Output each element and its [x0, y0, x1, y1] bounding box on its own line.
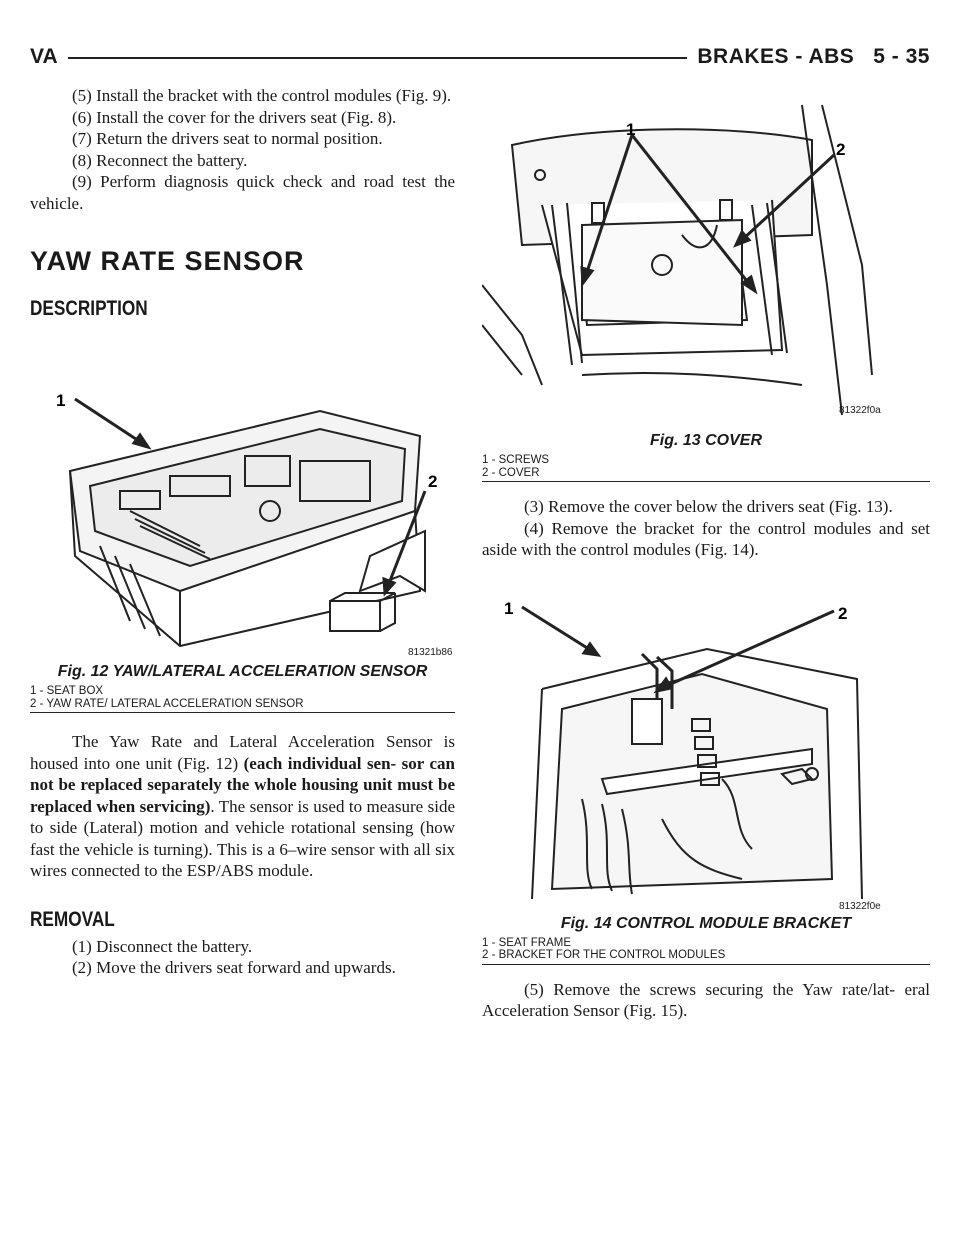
figure-12 — [30, 361, 455, 661]
figure-13-caption: Fig. 13 COVER — [649, 432, 763, 449]
legend-item: 1 - SEAT BOX — [30, 685, 104, 697]
callout-1: 1 — [626, 120, 636, 139]
step-4-remove-bracket: (4) Remove the bracket for the control modules and set aside with the control modules (Fig. 14). — [482, 518, 930, 559]
right-column — [482, 85, 930, 1022]
removal-heading: REMOVAL — [30, 907, 115, 931]
figure-14-caption: Fig. 14 CONTROL MODULE BRACKET — [560, 914, 852, 932]
callout-2: 2 — [428, 472, 438, 491]
figure-code: 81322f0e — [839, 900, 881, 912]
figure-code: 81322f0a — [839, 405, 881, 416]
callout-2: 2 — [838, 603, 848, 623]
control-module-bracket-illustration — [482, 579, 930, 901]
section-title: YAW RATE SENSOR — [30, 246, 305, 276]
step-5-install-bracket: (5) Install the bracket with the control modules (Fig. 9). — [72, 86, 452, 105]
callout-1: 1 — [504, 598, 514, 618]
description-text-1: The Yaw Rate and Lateral Acceleration Sensor is housed into one unit (Fig. 12) — [30, 732, 455, 773]
figure-12-caption: Fig. 12 YAW/LATERAL ACCELERATION SENSOR — [57, 663, 428, 680]
step-5-remove-screws: (5) Remove the screws securing the Yaw rate/lat- eral Acceleration Sensor (Fig. 15). — [482, 979, 930, 1020]
step-3-remove-cover: (3) Remove the cover below the drivers seat (Fig. 13). — [524, 497, 893, 516]
cover-illustration — [482, 85, 930, 430]
page-header — [30, 42, 930, 72]
description-paragraph — [30, 731, 455, 882]
callout-2: 2 — [836, 140, 846, 159]
figure-14-legend — [482, 937, 930, 965]
description-warning: (each individual sen- sor can not be replaced separately the whole housing unit must be replaced when servicing) — [30, 753, 455, 816]
legend-item: 1 - SCREWS — [482, 454, 550, 466]
callout-1: 1 — [56, 391, 66, 410]
legend-item: 2 - COVER — [482, 466, 540, 479]
description-heading: DESCRIPTION — [30, 297, 148, 320]
legend-item: 2 - YAW RATE/ LATERAL ACCELERATION SENSOR — [30, 697, 304, 710]
legend-item: 1 - SEAT FRAME — [482, 936, 572, 949]
description-text-2: . The sensor is used to measure side to side (Lateral) motion and vehicle rotational sensing (how fast the vehicle is turning). This is a 6–wire sensor with all six wires connected to the ESP/ABS module. — [30, 796, 455, 880]
removal-step-1: (1) Disconnect the battery. — [72, 936, 253, 956]
seat-box-illustration — [30, 361, 455, 661]
left-column — [30, 85, 455, 979]
header-model: VA — [30, 42, 68, 72]
figure-13-legend — [482, 454, 930, 482]
legend-item: 2 - BRACKET FOR THE CONTROL MODULES — [482, 949, 726, 961]
figure-14 — [482, 579, 930, 912]
step-7-return-seat: (7) Return the drivers seat to normal position. — [72, 129, 383, 148]
header-section-page: BRAKES - ABS 5 - 35 — [687, 42, 930, 72]
step-9-quick-check: (9) Perform diagnosis quick check and road test the vehicle. — [30, 172, 455, 213]
step-8-reconnect-battery: (8) Reconnect the battery. — [72, 150, 248, 170]
removal-step-2: (2) Move the drivers seat forward and upwards. — [72, 958, 396, 977]
step-6-install-cover: (6) Install the cover for the drivers seat (Fig. 8). — [72, 107, 397, 127]
figure-code: 81321b86 — [408, 647, 453, 658]
figure-12-legend — [30, 685, 455, 713]
figure-13 — [482, 85, 930, 430]
